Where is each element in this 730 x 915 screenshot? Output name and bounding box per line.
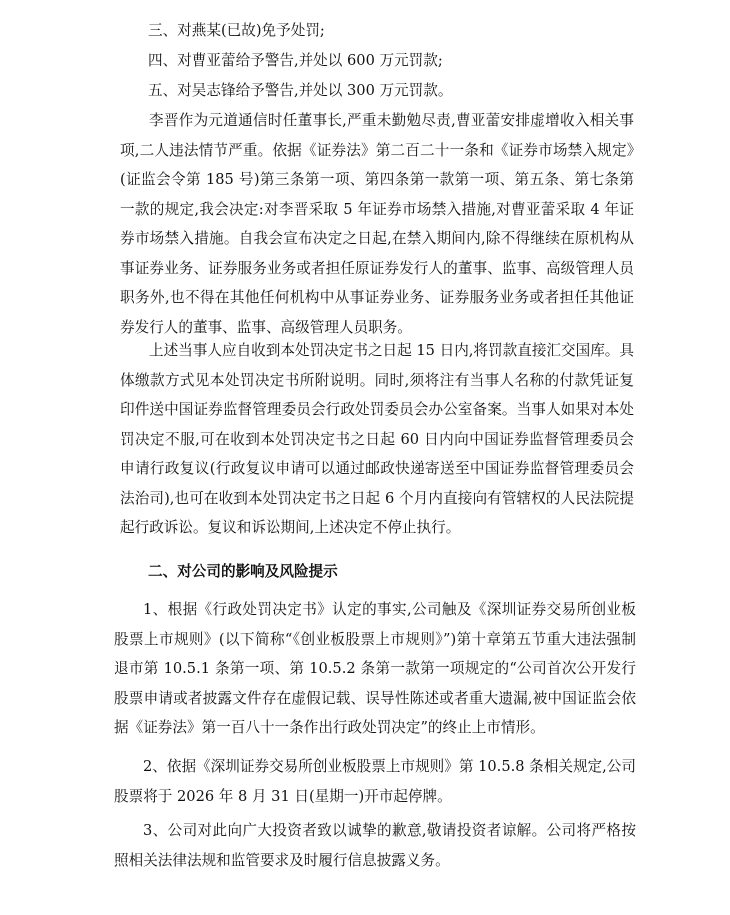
impact-point-3: 3、公司对此向广大投资者致以诚挚的歉意,敬请投资者谅解。公司将严格按照相关法律法规和监管要求及时履行信息披露义务。 [114, 822, 636, 869]
payment-paragraph: 上述当事人应自收到本处罚决定书之日起 15 日内,将罚款直接汇交国库。具体缴款方式见本处罚决定书所附说明。同时,须将注有当事人名称的付款凭证复印件送中国证券监督管理委员会行政处罚委员会办公室备案。当事人如果对本处罚决定不服,可在收到本处罚决定书之日起 60 日内向中国证券监督管理委员会申请行政复议(行政复议申请可以通过邮政快递寄送至中国证券监督管理委员会法治司),也可在收到本处罚决定书之日起 6 个月内直接向有管辖权的人民法院提起行政诉讼。复议和诉讼期间,上述决定不停止执行。 [120, 342, 634, 536]
penalty-item-5: 五、对吴志锋给予警告,并处以 300 万元罚款。 [148, 82, 453, 99]
impact-point-2: 2、依据《深圳证券交易所创业板股票上市规则》第 10.5.8 条相关规定,公司股票将于 2026 年 8 月 31 日(星期一)开市起停牌。 [114, 758, 636, 805]
penalty-item-4: 四、对曹亚蕾给予警告,并处以 600 万元罚款; [148, 52, 443, 69]
impact-point-1: 1、根据《行政处罚决定书》认定的事实,公司触及《深圳证券交易所创业板股票上市规则》(以下简称“《创业板股票上市规则》”)第十章第五节重大违法强制退市第 10.5.1 条第一项、第 10.5.2 条第一款第一项规定的“公司首次公开发行股票申请或者披露文件存在虚假记载、误导性陈述或者重大遗漏,被中国证监会依据《证券法》第一百八十一条作出行政处罚决定”的终止上市情形。 [114, 601, 636, 736]
section-heading-impact: 二、对公司的影响及风险提示 [148, 563, 338, 580]
penalty-item-3: 三、对燕某(已故)免予处罚; [148, 22, 325, 39]
market-ban-paragraph: 李晋作为元道通信时任董事长,严重未勤勉尽责,曹亚蕾安排虚增收入相关事项,二人违法情节严重。依据《证券法》第二百二十一条和《证券市场禁入规定》(证监会令第 185 号)第三条第一项、第四条第一款第一项、第五条、第七条第一款的规定,我会决定:对李晋采取 5 年证券市场禁入措施,对曹亚蕾采取 4 年证券市场禁入措施。自我会宣布决定之日起,在禁入期间内,除不得继续在原机构从事证券业务、证券服务业务或者担任原证券发行人的董事、监事、高级管理人员职务外,也不得在其他任何机构中从事证券业务、证券服务业务或者担任其他证券发行人的董事、监事、高级管理人员职务。 [120, 112, 634, 336]
